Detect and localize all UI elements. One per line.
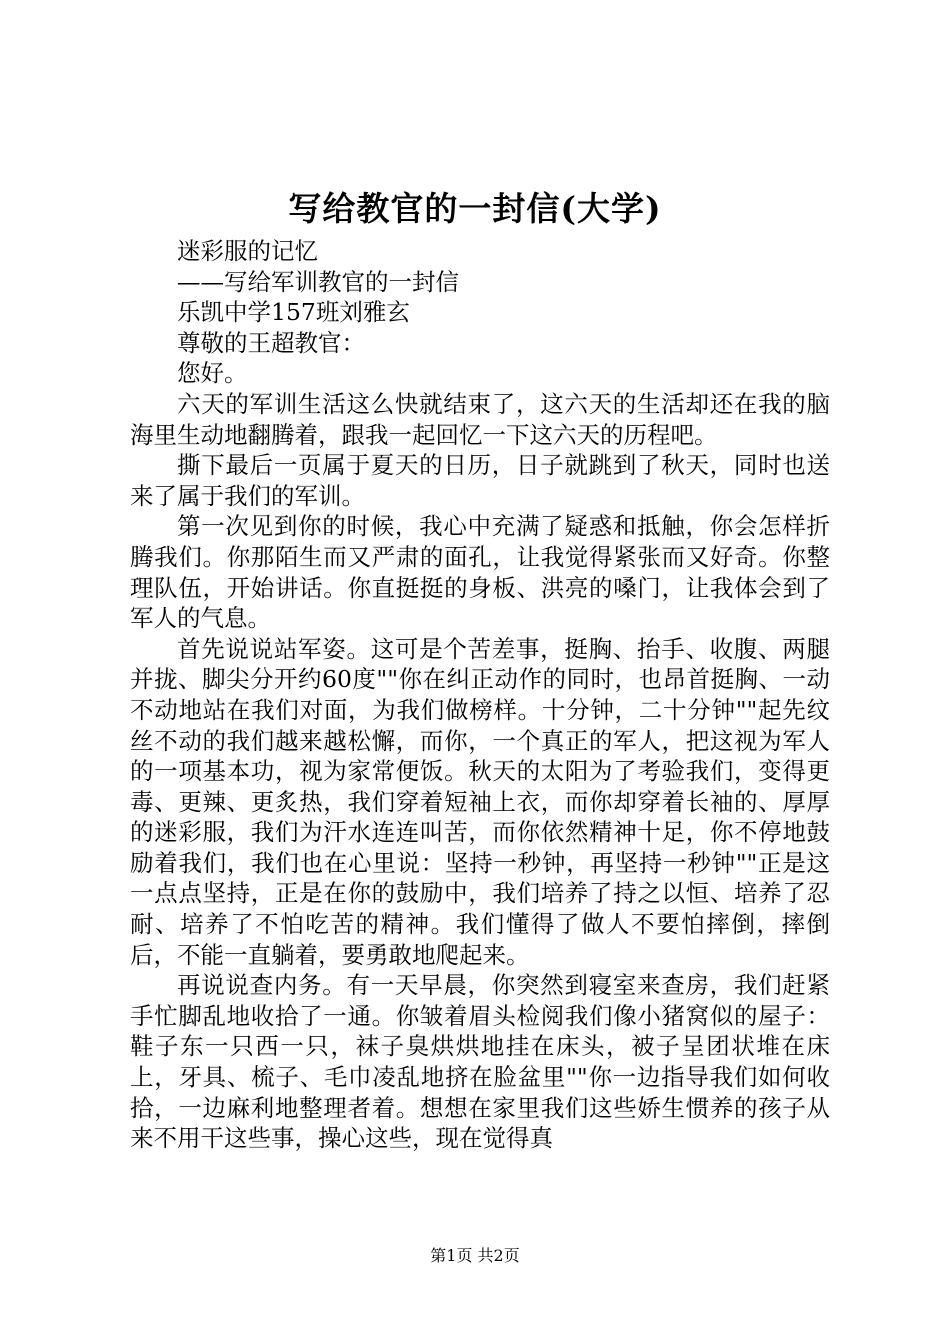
body-paragraph: 第一次见到你的时候，我心中充满了疑惑和抵触，你会怎样折腾我们。你那陌生而又严肃的面孔，让我觉得紧张而又好奇。你整理队伍，开始讲话。你直挺挺的身板、洪亮的嗓门，让我体会到了军人的气息。 <box>130 512 830 633</box>
body-paragraph: 六天的军训生活这么快就结束了，这六天的生活却还在我的脑海里生动地翻腾着，跟我一起回忆一下这六天的历程吧。 <box>130 389 830 449</box>
body-paragraph: 首先说说站军姿。这可是个苦差事，挺胸、抬手、收腹、两腿并拢、脚尖分开约60度""你在纠正动作的同时，也昂首挺胸、一动不动地站在我们对面，为我们做榜样。十分钟，二十分钟""起先纹丝不动的我们越来越松懈，而你，一个真正的军人，把这视为军人的一项基本功，视为家常便饭。秋天的太阳为了考验我们，变得更毒、更辣、更炙热，我们穿着短袖上衣，而你却穿着长袖的、厚厚的迷彩服，我们为汗水连连叫苦，而你依然精神十足，你不停地鼓励着我们，我们也在心里说：坚持一秒钟，再坚持一秒钟""正是这一点点坚持，正是在你的鼓励中，我们培养了持之以恒、培养了忍耐、培养了不怕吃苦的精神。我们懂得了做人不要怕摔倒，摔倒后，不能一直躺着，要勇敢地爬起来。 <box>130 634 830 969</box>
document-title: 写给教官的一封信(大学) <box>288 189 662 228</box>
salutation-paragraph: 尊敬的王超教官： <box>177 328 365 357</box>
page-footer: 第1页 共2页 <box>430 1246 520 1265</box>
body-paragraph: 再说说查内务。有一天早晨，你突然到寝室来查房，我们赶紧手忙脚乱地收拾了一通。你皱着眉头检阅我们像小猪窝似的屋子：鞋子东一只西一只，袜子臭烘烘地挂在床头，被子呈团状堆在床上，牙具、梳子、毛巾凌乱地挤在脸盆里""你一边指导我们如何收拾，一边麻利地整理者着。想想在家里我们这些娇生惯养的孩子从来不用干这些事，操心这些，现在觉得真 <box>130 971 830 1153</box>
document-body <box>130 236 830 1154</box>
author-paragraph: 乐凯中学157班刘雅玄 <box>177 298 410 327</box>
subtitle-paragraph: 迷彩服的记忆 <box>177 237 318 265</box>
subheading-paragraph: ——写给军训教官的一封信 <box>177 267 459 296</box>
body-paragraph: 撕下最后一页属于夏天的日历，日子就跳到了秋天，同时也送来了属于我们的军训。 <box>130 451 830 510</box>
greeting-paragraph: 您好。 <box>177 359 248 388</box>
